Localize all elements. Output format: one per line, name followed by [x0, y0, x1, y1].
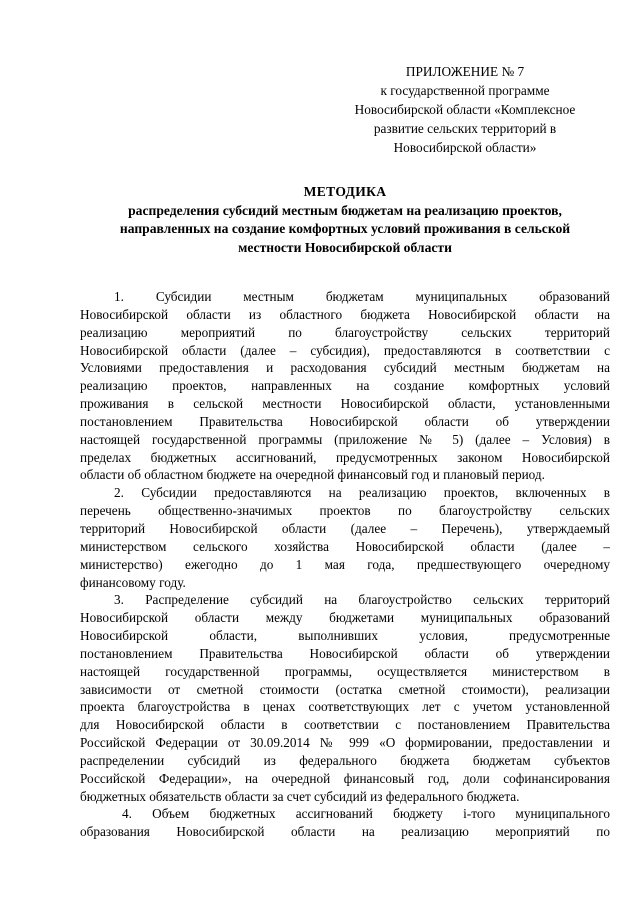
- text-line: настоящей государственной программы, осуществляется министерством в: [80, 663, 610, 679]
- text-line: реализацию проектов, направленных на создание комфортных условий: [80, 378, 610, 394]
- text-line: 1. Субсидии местным бюджетам муниципальных образований: [114, 289, 610, 304]
- text-line: 4. Объем бюджетных ассигнований бюджету i-того муниципального: [122, 806, 610, 822]
- text-line: Условиями предоставления и расходования субсидий местным бюджетам на: [80, 360, 610, 376]
- text-line: министерство) ежегодно до 1 мая года, предшествующего очередному: [80, 556, 610, 572]
- paragraph-2: [80, 484, 610, 591]
- text-line: Новосибирской области между бюджетами муниципальных образований: [80, 610, 610, 626]
- text-line: образования Новосибирской области на реализацию мероприятий по: [80, 824, 610, 840]
- text-line: постановлением Правительства Новосибирской области об утверждении: [80, 413, 610, 429]
- text-line: Новосибирской области из областного бюджета Новосибирской области на: [80, 306, 610, 322]
- text-line: зависимости от сметной стоимости (остатка сметной стоимости), реализации: [80, 681, 610, 697]
- text-line: перечень общественно-значимых проектов по благоустройству сельских: [80, 503, 610, 519]
- text-line: реализацию мероприятий по благоустройству сельских территорий: [80, 324, 610, 340]
- text-line: проекта благоустройства в ценах соответствующих лет с учетом установленной: [80, 699, 610, 715]
- text-line: настоящей государственной программы (приложение № 5) (далее – Условия) в: [80, 431, 610, 447]
- text-line: пределах бюджетных ассигнований, предусмотренных законом Новосибирской: [80, 449, 610, 465]
- text-line: 3. Распределение субсидий на благоустройство сельских территорий: [114, 592, 610, 608]
- text-line: постановлением Правительства Новосибирской области об утверждении: [80, 645, 610, 661]
- text-line: для Новосибирской области в соответствии с постановлением Правительства: [80, 717, 610, 733]
- title-subtitle-line: распределения субсидий местным бюджетам на реализацию проектов,: [128, 202, 562, 218]
- appendix-line: развитие сельских территорий в: [373, 121, 557, 136]
- title-subtitle-line: направленных на создание комфортных условий проживания в сельской: [119, 221, 571, 236]
- text-line: финансовому году.: [80, 574, 186, 590]
- text-line: Новосибирской области (далее – субсидия), предоставляются в соответствии с: [80, 342, 610, 358]
- text-line: Российской Федерации», на очередной финансовый год, доли софинансирования: [80, 770, 610, 786]
- appendix-line: Новосибирской области «Комплексное: [354, 102, 576, 117]
- title-subtitle-line: местности Новосибирской области: [238, 239, 452, 255]
- text-line: Новосибирской области, выполнивших условия, предусмотренные: [80, 628, 610, 644]
- text-line: территорий Новосибирской области (далее – Перечень), утверждаемый: [80, 520, 610, 536]
- appendix-line: Новосибирской области»: [393, 140, 537, 155]
- document-title: [80, 183, 610, 257]
- text-line: проживания в сельской местности Новосибирской области, установленными: [80, 396, 610, 412]
- text-line: области об областном бюджете на очередной финансовый год и плановый период.: [80, 467, 545, 483]
- document-body: [80, 288, 610, 841]
- appendix-header: [330, 62, 600, 157]
- text-line: Российской Федерации от 30.09.2014 № 999 «О формировании, предоставлении и: [80, 735, 610, 751]
- text-line: министерством сельского хозяйства Новосибирской области (далее –: [80, 538, 610, 554]
- text-line: распределении субсидий из федерального бюджета бюджетам субъектов: [80, 752, 610, 768]
- appendix-title: ПРИЛОЖЕНИЕ № 7: [405, 64, 525, 79]
- text-line: 2. Субсидии предоставляются на реализацию проектов, включенных в: [114, 485, 610, 501]
- paragraph-1: [80, 288, 610, 484]
- paragraph-3: [80, 591, 610, 805]
- appendix-line: к государственной программе: [380, 83, 550, 98]
- title-main: МЕТОДИКА: [303, 184, 387, 199]
- text-line: бюджетных обязательств области за счет субсидий из федерального бюджета.: [80, 788, 520, 804]
- paragraph-4: [80, 805, 610, 841]
